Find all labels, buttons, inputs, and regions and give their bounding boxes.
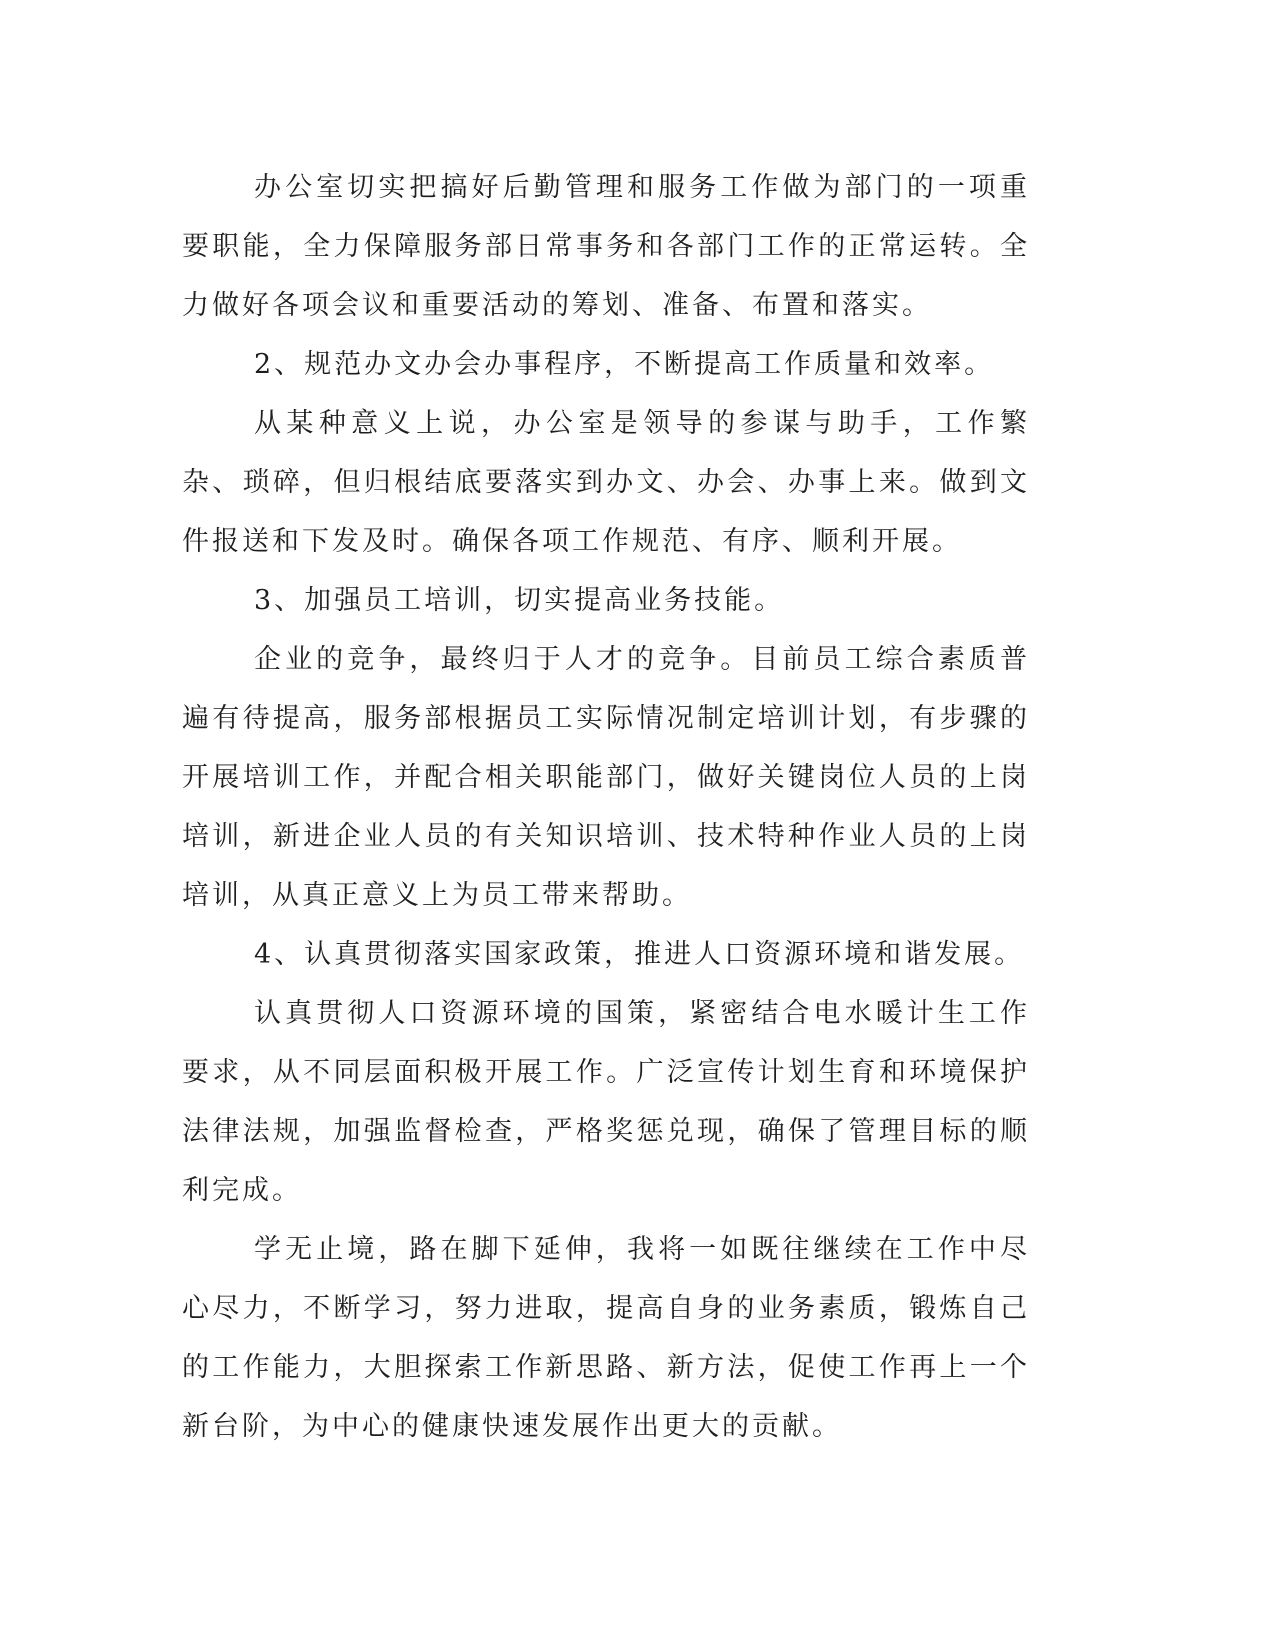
document-body <box>182 158 1030 1456</box>
paragraph-conclusion: 学无止境，路在脚下延伸，我将一如既往继续在工作中尽心尽力，不断学习，努力进取，提高自身的业务素质，锻炼自己的工作能力，大胆探索工作新思路、新方法，促使工作再上一个新台阶，为中心的健康快速发展作出更大的贡献。 <box>182 1234 1030 1442</box>
paragraph-talent-competition: 企业的竞争，最终归于人才的竞争。目前员工综合素质普遍有待提高，服务部根据员工实际情况制定培训计划，有步骤的开展培训工作，并配合相关职能部门，做好关键岗位人员的上岗培训，新进企业人员的有关知识培训、技术特种作业人员的上岗培训，从真正意义上为员工带来帮助。 <box>182 644 1030 911</box>
heading-staff-training: 3、加强员工培训，切实提高业务技能。 <box>254 585 785 616</box>
paragraph-population-environment: 认真贯彻人口资源环境的国策，紧密结合电水暖计生工作要求，从不同层面积极开展工作。广泛宣传计划生育和环境保护法律法规，加强监督检查，严格奖惩兑现，确保了管理目标的顺利完成。 <box>182 998 1030 1206</box>
paragraph-office-role: 从某种意义上说，办公室是领导的参谋与助手，工作繁杂、琐碎，但归根结底要落实到办文、办会、办事上来。做到文件报送和下发及时。确保各项工作规范、有序、顺利开展。 <box>182 408 1030 557</box>
heading-standardize-procedures: 2、规范办文办会办事程序，不断提高工作质量和效率。 <box>254 349 995 380</box>
heading-national-policy: 4、认真贯彻落实国家政策，推进人口资源环境和谐发展。 <box>254 939 1025 970</box>
paragraph-logistics-management: 办公室切实把搞好后勤管理和服务工作做为部门的一项重要职能，全力保障服务部日常事务和各部门工作的正常运转。全力做好各项会议和重要活动的筹划、准备、布置和落实。 <box>182 172 1030 321</box>
